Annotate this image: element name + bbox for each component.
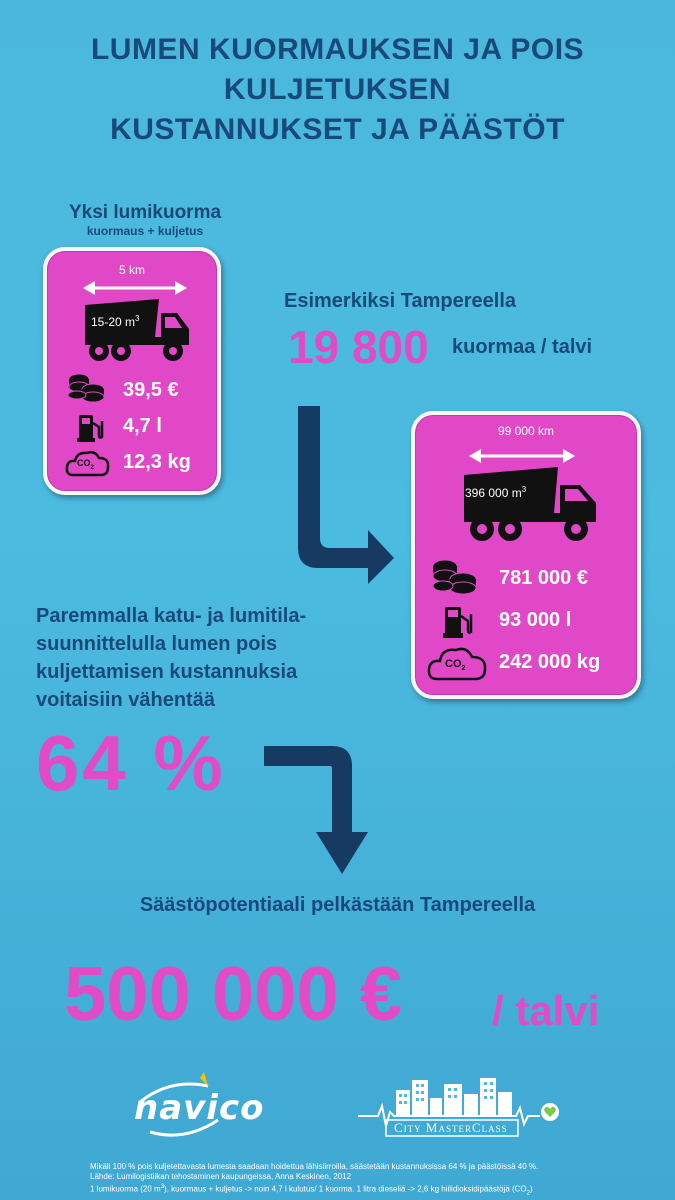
single-load-volume-value: 15-20 m — [91, 315, 136, 329]
navico-wordmark: navico — [134, 1088, 265, 1128]
title-line-1: LUMEN KUORMAUKSEN JA POIS — [90, 33, 585, 66]
footer-notes — [90, 1162, 650, 1198]
planning-text — [36, 602, 306, 714]
flow-arrow-1-icon — [290, 398, 400, 584]
tampere-co2-text: CO — [445, 658, 462, 670]
tampere-co2-sub: 2 — [461, 665, 466, 673]
footer-line-2: Lähde: Lumilogistiikan tehostaminen kaupungeissa, Anna Keskinen, 2012 — [90, 1172, 352, 1181]
coins-icon — [67, 371, 107, 403]
single-load-volume — [91, 314, 139, 329]
navico-logo — [130, 1072, 265, 1142]
tampere-fuel: 93 000 l — [499, 609, 572, 631]
tampere-co2: 242 000 kg — [499, 651, 601, 673]
single-load-co2-sub: 2 — [90, 464, 94, 471]
citymasterclass-wordmark: City MasterClass — [394, 1120, 508, 1135]
single-load-heading: Yksi lumikuorma — [68, 202, 222, 223]
planning-percent: 64 % — [36, 719, 226, 807]
single-load-co2: 12,3 kg — [123, 451, 191, 473]
title-line-2: KULJETUKSEN — [223, 73, 452, 106]
footer-line-3-sub: 2 — [526, 1190, 530, 1197]
tampere-volume-sup: 3 — [521, 485, 527, 494]
page-title — [0, 30, 675, 150]
tampere-volume-value: 396 000 m — [465, 486, 522, 500]
planning-line-1: Paremmalla katu- ja lumitila- — [36, 605, 307, 627]
tampere-fuel-pump-icon — [443, 605, 475, 639]
single-load-subheading: kuormaus + kuljetus — [86, 224, 204, 238]
fuel-pump-icon — [77, 413, 105, 443]
single-load-co2-text: CO — [77, 458, 91, 468]
footer-line-3-sup: 3 — [160, 1184, 165, 1190]
tampere-loads-number: 19 800 — [288, 321, 429, 373]
planning-line-3: kuljettamisen kustannuksia — [36, 661, 298, 683]
footer-line-3-a: 1 lumikuorma (20 m — [90, 1184, 161, 1194]
savings-unit: / talvi — [492, 987, 600, 1034]
savings-heading: Säästöpotentiaali pelkästään Tampereella — [139, 894, 536, 916]
flow-arrow-2-icon — [262, 744, 372, 880]
tampere-distance-arrow-icon — [469, 443, 575, 465]
footer-line-3 — [90, 1182, 650, 1198]
tampere-dump-truck-icon — [460, 467, 600, 543]
tampere-coins-icon — [431, 557, 479, 595]
tampere-loads-unit: kuormaa / talvi — [452, 336, 593, 358]
distance-arrow-icon — [83, 275, 187, 297]
single-load-co2-label — [77, 458, 94, 471]
planning-line-4: voitaisiin vähentää — [36, 689, 215, 711]
single-load-volume-sup: 3 — [135, 314, 140, 323]
planning-line-2: suunnittelulla lumen pois — [36, 633, 278, 655]
tampere-heading: Esimerkiksi Tampereella — [284, 290, 516, 312]
footer-line-1: Mikäli 100 % pois kuljetettavasta lumesta saadaan hoidettua lähisiirroilla, säästetään kustannuksissa 64 % ja päästöissä 40 %. — [90, 1162, 539, 1171]
dump-truck-icon — [81, 299, 193, 365]
savings-amount: 500 000 € — [64, 952, 403, 1037]
footer-line-3-b: ), kuormaus + kuljetus -> noin 4,7 l kulutus/ 1 kuorma. 1 litra dieseliä -> 2,6 kg hiilidioksidipäästöjä (CO — [164, 1184, 527, 1194]
single-load-fuel: 4,7 l — [123, 415, 162, 437]
tampere-card — [411, 411, 641, 699]
tampere-co2-label — [445, 658, 465, 672]
single-load-card — [43, 247, 221, 495]
tampere-cost: 781 000 € — [499, 567, 588, 589]
single-load-cost: 39,5 € — [123, 379, 179, 401]
citymasterclass-logo — [358, 1076, 568, 1142]
tampere-distance: 99 000 km — [497, 424, 555, 438]
footer-line-3-c: ) — [530, 1184, 533, 1194]
tampere-volume — [465, 485, 526, 500]
single-load-distance: 5 km — [118, 263, 145, 277]
title-line-3: KUSTANNUKSET JA PÄÄSTÖT — [110, 113, 565, 146]
